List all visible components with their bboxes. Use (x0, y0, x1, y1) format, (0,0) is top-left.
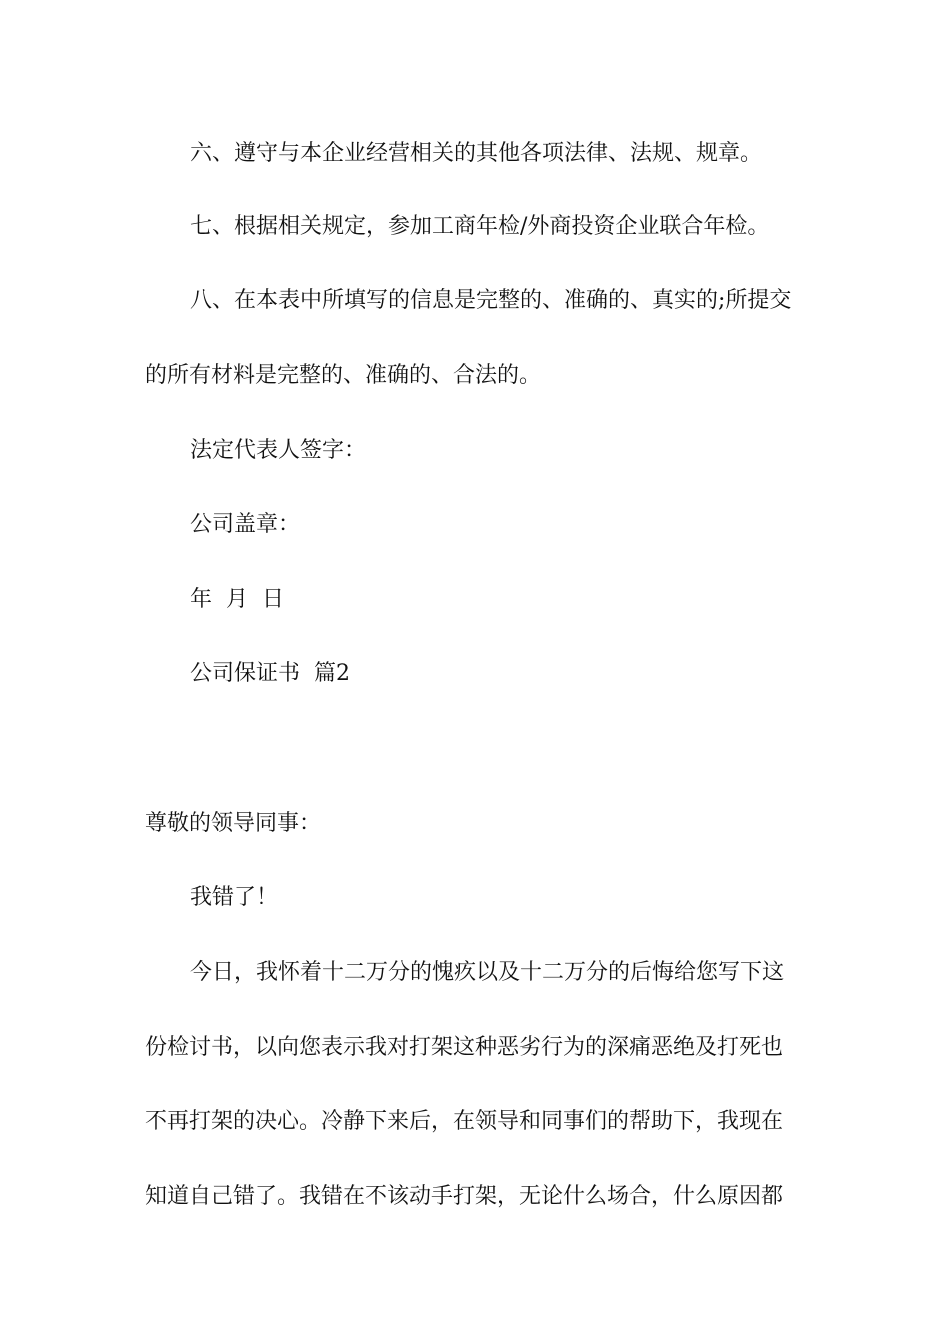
company-seal-label: 公司盖章： (190, 512, 301, 537)
paragraph-line-6: 六、遵守与本企业经营相关的其他各项法律、法规、规章。 (190, 141, 763, 166)
salutation: 尊敬的领导同事： (145, 811, 322, 836)
section-title: 公司保证书 (190, 661, 301, 686)
section-number: 篇2 (314, 661, 351, 686)
body-line-3: 不再打架的决心。冷静下来后，在领导和同事们的帮助下，我现在 (145, 1109, 784, 1134)
paragraph-line-7: 七、根据相关规定，参加工商年检/外商投资企业联合年检。 (190, 214, 770, 239)
body-line-1: 今日，我怀着十二万分的愧疚以及十二万分的后悔给您写下这 (190, 960, 785, 985)
section-heading (0, 660, 950, 688)
year-label: 年 (190, 587, 213, 612)
date-line (0, 586, 950, 614)
day-label: 日 (262, 587, 285, 612)
paragraph-line-8: 八、在本表中所填写的信息是完整的、准确的、真实的;所提交 (190, 288, 792, 313)
month-label: 月 (226, 587, 249, 612)
body-line-4: 知道自己错了。我错在不该动手打架，无论什么场合，什么原因都 (145, 1184, 784, 1209)
body-line-2: 份检讨书，以向您表示我对打架这种恶劣行为的深痛恶绝及打死也 (145, 1035, 784, 1060)
signature-label: 法定代表人签字： (190, 438, 367, 463)
paragraph-line-8-cont: 的所有材料是完整的、准确的、合法的。 (145, 363, 542, 388)
apology-line: 我错了！ (190, 885, 279, 910)
